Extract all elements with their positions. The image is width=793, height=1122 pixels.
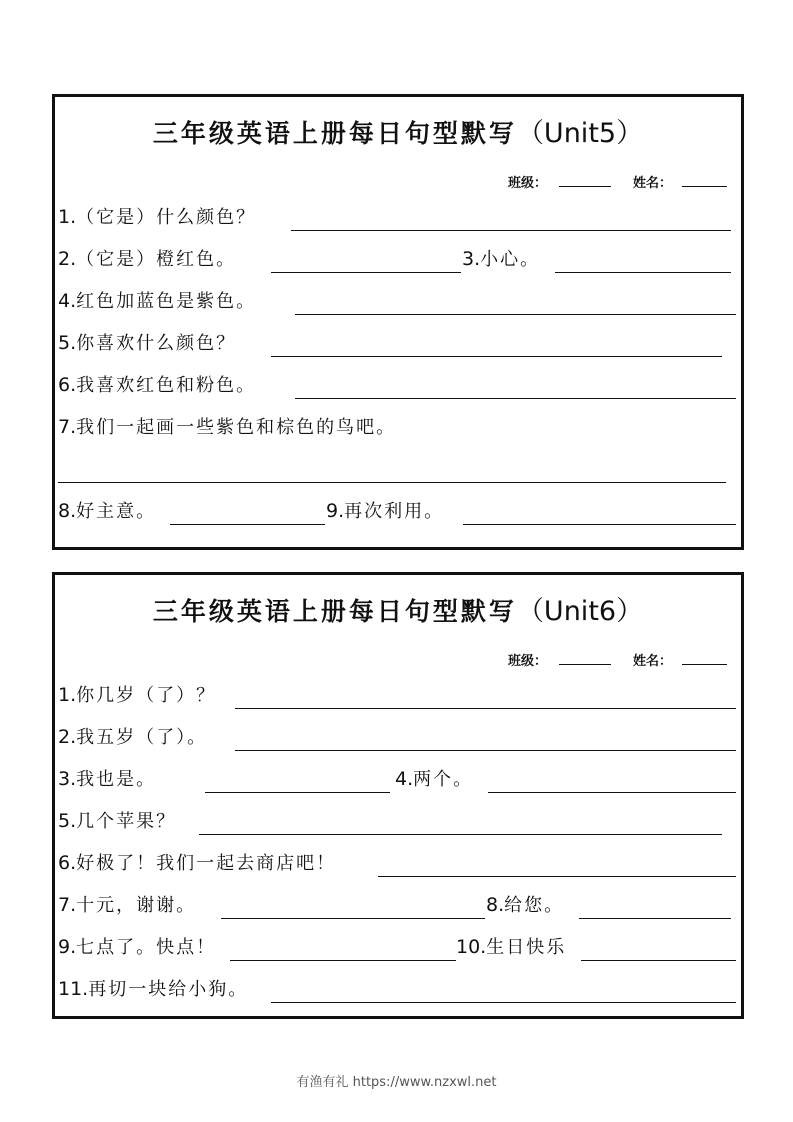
answer-line-4[interactable] bbox=[488, 792, 736, 793]
question-row bbox=[58, 721, 741, 755]
question-6: 6.我喜欢红色和粉色。 bbox=[58, 374, 257, 396]
question-row bbox=[58, 495, 741, 529]
question-row bbox=[58, 453, 741, 487]
answer-line-5[interactable] bbox=[199, 834, 722, 835]
class-blank[interactable] bbox=[559, 664, 611, 665]
title-unit: （Unit5） bbox=[516, 118, 644, 149]
question-row bbox=[58, 327, 741, 361]
worksheet-unit5 bbox=[52, 94, 744, 550]
answer-line-6[interactable] bbox=[378, 876, 736, 877]
worksheet-title bbox=[55, 589, 741, 628]
answer-line-7[interactable] bbox=[58, 482, 726, 483]
question-row bbox=[58, 679, 741, 713]
question-5: 5.几个苹果？ bbox=[58, 810, 177, 832]
title-text: 三年级英语上册每日句型默写 bbox=[152, 597, 517, 626]
name-label: 姓名： bbox=[632, 176, 672, 191]
question-1: 1.你几岁（了）？ bbox=[58, 684, 217, 706]
name-blank[interactable] bbox=[682, 186, 727, 187]
question-4: 4.两个。 bbox=[395, 768, 474, 790]
question-2: 2.（它是）橙红色。 bbox=[58, 248, 237, 270]
question-7: 7.十元，谢谢。 bbox=[58, 894, 197, 916]
question-7: 7.我们一起画一些紫色和棕色的鸟吧。 bbox=[58, 416, 397, 438]
answer-line-2[interactable] bbox=[271, 272, 461, 273]
name-label: 姓名： bbox=[632, 654, 672, 669]
question-1: 1.（它是）什么颜色？ bbox=[58, 206, 257, 228]
class-name-fields bbox=[508, 650, 727, 669]
answer-line-9[interactable] bbox=[463, 524, 736, 525]
answer-line-3[interactable] bbox=[555, 272, 731, 273]
worksheet-title bbox=[55, 111, 741, 150]
question-4: 4.红色加蓝色是紫色。 bbox=[58, 290, 257, 312]
answer-line-4[interactable] bbox=[295, 314, 736, 315]
answer-line-10[interactable] bbox=[581, 960, 736, 961]
question-row bbox=[58, 847, 741, 881]
question-2: 2.我五岁（了）。 bbox=[58, 726, 208, 748]
answer-line-6[interactable] bbox=[295, 398, 736, 399]
class-blank[interactable] bbox=[559, 186, 611, 187]
question-3: 3.小心。 bbox=[462, 248, 541, 270]
answer-line-1[interactable] bbox=[235, 708, 736, 709]
answer-line-8[interactable] bbox=[170, 524, 325, 525]
answer-line-8[interactable] bbox=[579, 918, 731, 919]
question-row bbox=[58, 763, 741, 797]
answer-line-3[interactable] bbox=[205, 792, 390, 793]
title-unit: （Unit6） bbox=[516, 596, 644, 627]
question-9: 9.七点了。快点！ bbox=[58, 936, 217, 958]
question-row bbox=[58, 889, 741, 923]
title-text: 三年级英语上册每日句型默写 bbox=[152, 119, 517, 148]
answer-line-7[interactable] bbox=[221, 918, 485, 919]
question-11: 11.再切一块给小狗。 bbox=[58, 978, 249, 1000]
question-row bbox=[58, 973, 741, 1007]
question-3: 3.我也是。 bbox=[58, 768, 157, 790]
question-6: 6.好极了！我们一起去商店吧！ bbox=[58, 852, 337, 874]
name-blank[interactable] bbox=[682, 664, 727, 665]
answer-line-1[interactable] bbox=[291, 230, 731, 231]
class-label: 班级： bbox=[507, 654, 547, 669]
question-row bbox=[58, 243, 741, 277]
question-5: 5.你喜欢什么颜色？ bbox=[58, 332, 237, 354]
question-row bbox=[58, 201, 741, 235]
class-name-fields bbox=[508, 172, 727, 191]
answer-line-5[interactable] bbox=[271, 356, 722, 357]
question-9: 9.再次利用。 bbox=[326, 500, 445, 522]
question-row bbox=[58, 369, 741, 403]
answer-line-9[interactable] bbox=[230, 960, 456, 961]
question-row bbox=[58, 411, 741, 445]
footer-watermark: 有渔有礼 https://www.nzxwl.net bbox=[296, 1075, 497, 1090]
worksheet-unit6 bbox=[52, 572, 744, 1019]
question-8: 8.好主意。 bbox=[58, 500, 157, 522]
answer-line-2[interactable] bbox=[235, 750, 736, 751]
question-row bbox=[58, 285, 741, 319]
question-8: 8.给您。 bbox=[486, 894, 565, 916]
question-row bbox=[58, 931, 741, 965]
class-label: 班级： bbox=[507, 176, 547, 191]
question-row bbox=[58, 805, 741, 839]
question-10: 10.生日快乐 bbox=[456, 936, 567, 958]
answer-line-11[interactable] bbox=[271, 1002, 736, 1003]
